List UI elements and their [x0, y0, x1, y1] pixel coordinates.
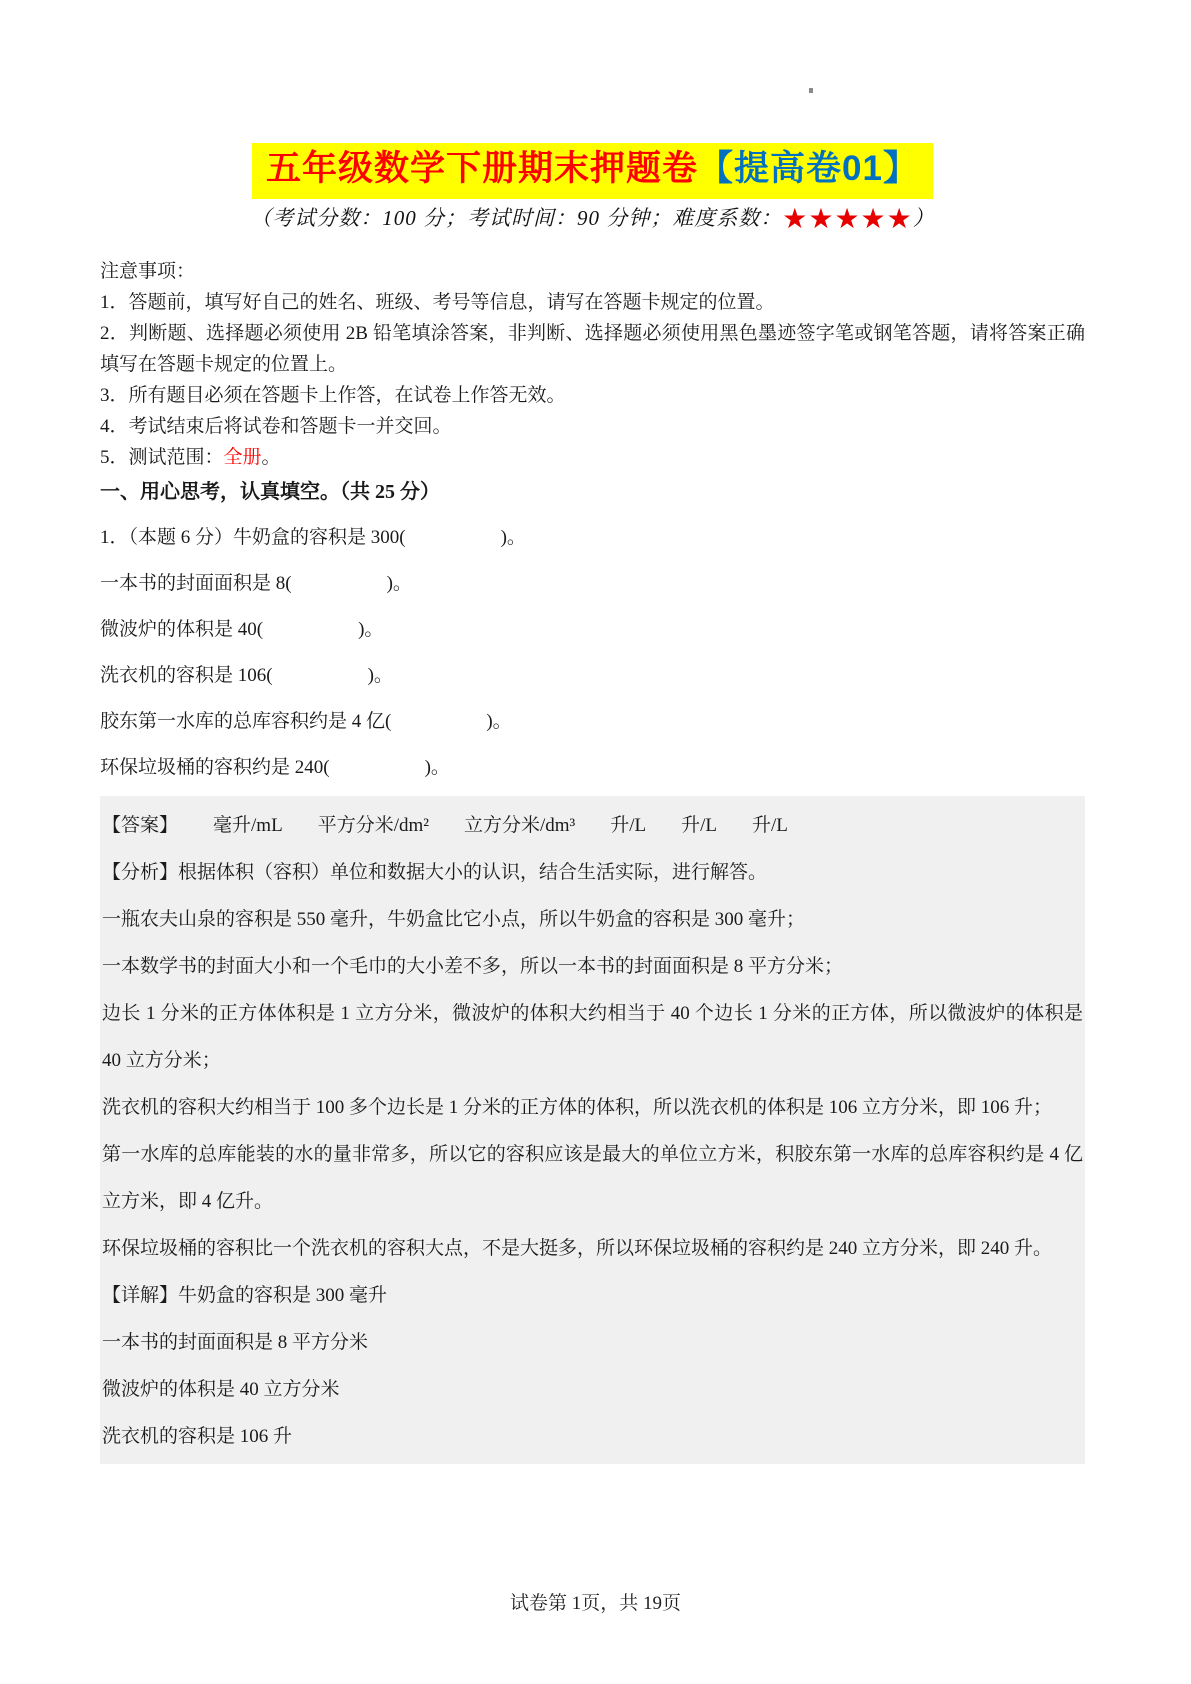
page-title: [252, 143, 933, 199]
detail-paragraph: 洗衣机的容积是 106 升: [102, 1425, 293, 1447]
notice-item-3: 3．所有题目必须在答题卡上作答，在试卷上作答无效。: [100, 384, 566, 406]
test-scope-highlight: 全册: [223, 446, 262, 468]
analysis-paragraph: 一瓶农夫山泉的容积是 550 毫升，牛奶盒比它小点，所以牛奶盒的容积是 300 毫升；: [102, 908, 806, 930]
question-1-line: 一本书的封面面积是 8( )。: [100, 572, 412, 594]
page-title-bracket: 【提高卷01】: [698, 149, 919, 188]
answer-line: [102, 802, 1083, 849]
answer-unit: 立方分米/dm³: [463, 814, 576, 836]
analysis-paragraph: 第一水库的总库能装的水的量非常多，所以它的容积应该是最大的单位立方米，积胶东第一水库的总库容积约是 4 亿立方米，即 4 亿升。: [102, 1143, 1083, 1212]
question-1-line: 洗衣机的容积是 106( )。: [100, 664, 393, 686]
detail-paragraph: 【详解】牛奶盒的容积是 300 毫升: [102, 1284, 388, 1306]
answer-unit: 平方分米/dm²: [317, 814, 429, 836]
answer-analysis-block: [100, 796, 1085, 1464]
page-title-main: 五年级数学下册期末押题卷: [266, 149, 699, 188]
answer-label: 【答案】: [102, 814, 179, 836]
notice-item-2: 2．判断题、选择题必须使用 2B 铅笔填涂答案，非判断、选择题必须使用黑色墨迹签字笔或钢笔答题，请将答案正确填写在答题卡规定的位置上。: [100, 322, 1085, 375]
question-1-line: 微波炉的体积是 40( )。: [100, 618, 384, 640]
notice-item-5-suffix: 。: [261, 446, 281, 468]
detail-paragraph: 一本书的封面面积是 8 平方分米: [102, 1331, 369, 1353]
answer-unit: 毫升/mL: [213, 814, 283, 836]
notice-item-4: 4．考试结束后将试卷和答题卡一并交回。: [100, 415, 452, 437]
difficulty-star-rating: ★★★★★: [782, 203, 913, 235]
analysis-paragraph: 洗衣机的容积大约相当于 100 多个边长是 1 分米的正方体的体积，所以洗衣机的体积是 106 立方分米，即 106 升；: [102, 1096, 1053, 1118]
answer-unit: 升/L: [610, 814, 647, 836]
analysis-paragraph: 【分析】根据体积（容积）单位和数据大小的认识，结合生活实际，进行解答。: [102, 861, 768, 883]
detail-paragraph: 微波炉的体积是 40 立方分米: [102, 1378, 340, 1400]
notice-heading: 注意事项：: [100, 260, 196, 282]
exam-info-text: （考试分数：100 分；考试时间：90 分钟；难度系数：: [250, 205, 783, 230]
analysis-paragraph: 环保垃圾桶的容积比一个洗衣机的容积大点，不是大挺多，所以环保垃圾桶的容积约是 240 立方分米，即 240 升。: [102, 1237, 1053, 1259]
analysis-paragraph: 一本数学书的封面大小和一个毛巾的大小差不多，所以一本书的封面面积是 8 平方分米；: [102, 955, 844, 977]
notice-item-5: [100, 442, 1085, 473]
exam-info-line: [100, 202, 1085, 235]
page-footer: 试卷第 1页，共 19页: [509, 1593, 681, 1614]
question-1: [100, 515, 1085, 791]
question-1-line: 1．（本题 6 分）牛奶盒的容积是 300( )。: [100, 526, 526, 548]
stray-dot: [809, 88, 813, 93]
exam-info-close-paren: ）: [912, 205, 935, 230]
analysis-paragraph: 边长 1 分米的正方体体积是 1 立方分米，微波炉的体积大约相当于 40 个边长 1 分米的正方体，所以微波炉的体积是 40 立方分米；: [102, 1002, 1083, 1071]
notice-item-5-prefix: 5．测试范围：: [100, 446, 224, 468]
answer-unit: 升/L: [681, 814, 717, 836]
notice-item-1: 1．答题前，填写好自己的姓名、班级、考号等信息，请写在答题卡规定的位置。: [100, 291, 775, 313]
section-1-heading: 一、用心思考，认真填空。（共 25 分）: [100, 480, 440, 503]
notice-section: [100, 256, 1085, 473]
answer-unit: 升/L: [752, 814, 788, 836]
question-1-line: 环保垃圾桶的容积约是 240( )。: [100, 756, 450, 778]
question-1-line: 胶东第一水库的总库容积约是 4 亿( )。: [100, 710, 512, 732]
title-row: [100, 0, 1085, 199]
